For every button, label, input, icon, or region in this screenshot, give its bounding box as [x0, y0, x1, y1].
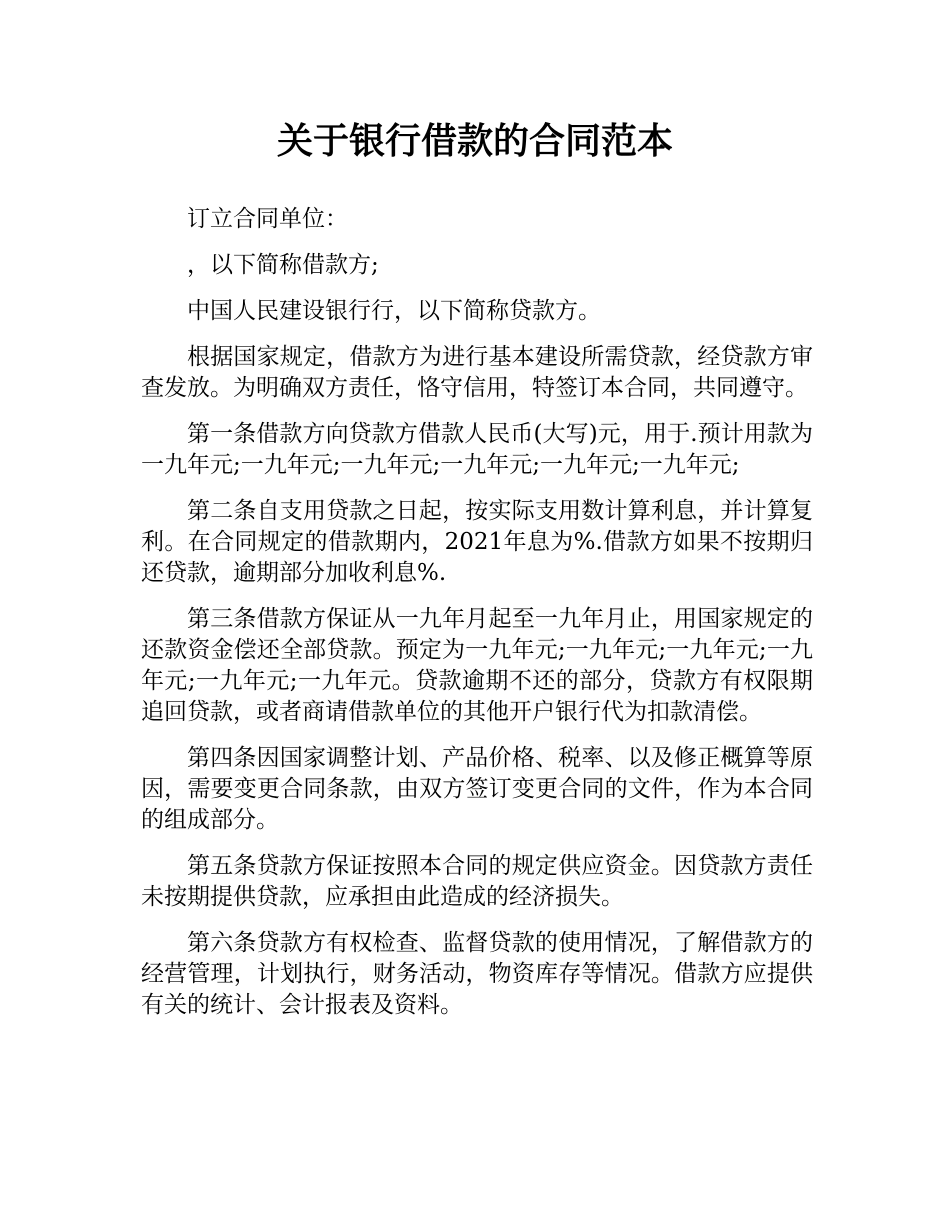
paragraph-article-5: 第五条贷款方保证按照本合同的规定供应资金。因贷款方责任未按期提供贷款，应承担由此造成的经济损失。	[141, 853, 813, 910]
paragraph-article-4: 第四条因国家调整计划、产品价格、税率、以及修正概算等原因，需要变更合同条款，由双方签订变更合同的文件，作为本合同的组成部分。	[141, 745, 813, 833]
paragraph-lender: 中国人民建设银行行，以下简称贷款方。	[187, 298, 601, 324]
paragraph-article-2: 第二条自支用贷款之日起，按实际支用数计算利息，并计算复利。在合同规定的借款期内，2021年息为%.借款方如果不按期归还贷款，逾期部分加收利息%.	[141, 498, 813, 586]
document-body	[141, 204, 813, 1036]
document-title: 关于银行借款的合同范本	[276, 121, 673, 162]
paragraph-article-1: 第一条借款方向贷款方借款人民币(大写)元，用于.预计用款为一九年元;一九年元;一九年元;一九年元;一九年元;一九年元;	[141, 421, 813, 478]
paragraph-borrower: ，以下简称借款方;	[187, 252, 379, 278]
paragraph-contract-parties: 订立合同单位：	[187, 206, 348, 232]
paragraph-article-3: 第三条借款方保证从一九年月起至一九年月止，用国家规定的还款资金偿还全部贷款。预定为一九年元;一九年元;一九年元;一九年元;一九年元;一九年元。贷款逾期不还的部分，贷款方有权限期追回贷款，或者商请借款单位的其他开户银行代为扣款清偿。	[141, 606, 813, 725]
paragraph-preamble: 根据国家规定，借款方为进行基本建设所需贷款，经贷款方审查发放。为明确双方责任，恪守信用，特签订本合同，共同遵守。	[141, 344, 813, 401]
paragraph-article-6: 第六条贷款方有权检查、监督贷款的使用情况，了解借款方的经营管理，计划执行，财务活动，物资库存等情况。借款方应提供有关的统计、会计报表及资料。	[141, 930, 813, 1018]
